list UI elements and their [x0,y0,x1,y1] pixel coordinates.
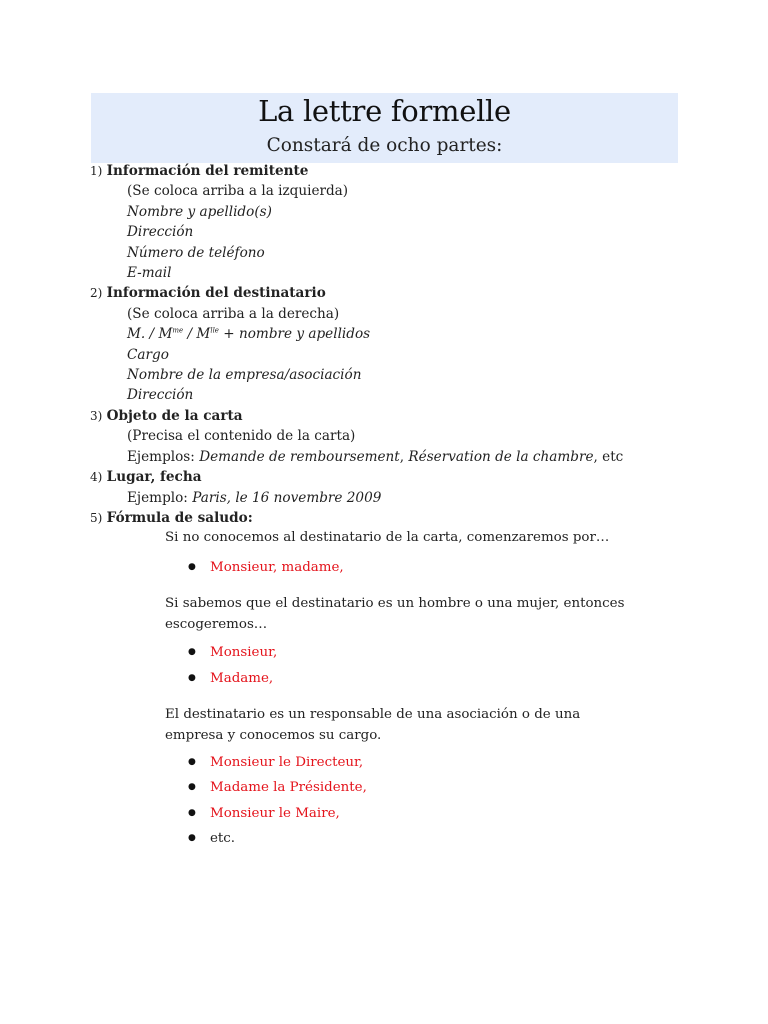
document-body [90,161,690,528]
separator: , [399,448,409,465]
section-line: (Se coloca arriba a la izquierda) [127,183,349,200]
bullet-icon: ● [188,647,196,657]
list-item [188,642,277,663]
title-text: + nombre y apellidos [218,326,371,343]
section-line-titles [90,324,690,344]
list-item [188,752,363,773]
section-heading: Objeto de la carta [106,407,243,424]
section-saludo [90,508,690,528]
section-line: Nombre de la empresa/asociación [127,367,362,384]
example-label: Ejemplo: [127,489,193,506]
bullet-icon: ● [188,673,196,683]
section-number: 2) [90,286,103,301]
salutation-text: Monsieur le Maire, [210,806,340,821]
bullet-icon: ● [188,833,196,843]
section-heading: Lugar, fecha [106,469,202,486]
list-item [188,777,367,798]
section-line: Dirección [127,224,194,241]
salutation-text: Madame la Présidente, [210,780,367,795]
section-destinatario [90,283,690,303]
section-heading: Información del remitente [106,163,309,179]
section-heading: Fórmula de saludo [106,509,248,526]
section-number: 3) [90,408,103,423]
title-banner [91,93,678,163]
section-line: (Se coloca arriba a la derecha) [127,305,340,322]
page-subtitle: Constará de ocho partes: [266,135,503,156]
title-text: / M [183,326,211,343]
heading-colon: : [247,509,253,526]
title-text: M. / M [127,326,173,343]
section-line: Nombre y apellido(s) [127,203,272,220]
superscript: me [172,326,184,335]
section-line: (Precisa el contenido de la carta) [127,428,356,445]
section-line-examples [90,447,690,467]
section-line-example [90,488,690,508]
examples-label: Ejemplos: [127,448,200,465]
section-lugar-fecha [90,467,690,487]
superscript: lle [210,326,219,335]
salutation-paragraph-3: El destinatario es un responsable de una asociación o de una empresa y conocemos su cargo. [165,707,581,743]
section-line: Cargo [127,346,169,363]
section-line: Dirección [127,387,194,404]
salutation-text: Monsieur, madame, [210,560,344,575]
list-item [188,668,273,689]
bullet-icon: ● [188,562,196,572]
list-item [188,557,344,578]
list-item [188,828,235,849]
section-number: 5) [90,510,103,525]
section-number: 1) [90,164,103,178]
salutation-text: Monsieur le Directeur, [210,755,364,770]
example-text: Paris, le 16 novembre 2009 [192,489,382,506]
bullet-icon: ● [188,782,196,792]
salutation-text: Monsieur, [210,645,278,660]
section-number: 4) [90,470,103,485]
example-text: Réservation de la chambre [408,448,594,465]
bullet-icon: ● [188,808,196,818]
section-line: Número de teléfono [127,244,265,261]
salutation-paragraph-1: Si no conocemos al destinatario de la carta, comenzaremos por… [165,530,610,545]
salutation-paragraph-2: Si sabemos que el destinatario es un hombre o una mujer, entonces escogeremos… [165,596,625,632]
section-objeto [90,406,690,426]
section-remitente [90,161,690,181]
salutation-text: Madame, [210,671,274,686]
salutation-text: etc. [210,831,236,846]
list-item [188,803,340,824]
example-text: Demande de remboursement [199,448,400,465]
bullet-icon: ● [188,757,196,767]
page-title: La lettre formelle [258,94,511,128]
etc-text: , etc [593,448,624,465]
section-line: E-mail [127,265,172,282]
section-heading: Información del destinatario [106,285,326,302]
